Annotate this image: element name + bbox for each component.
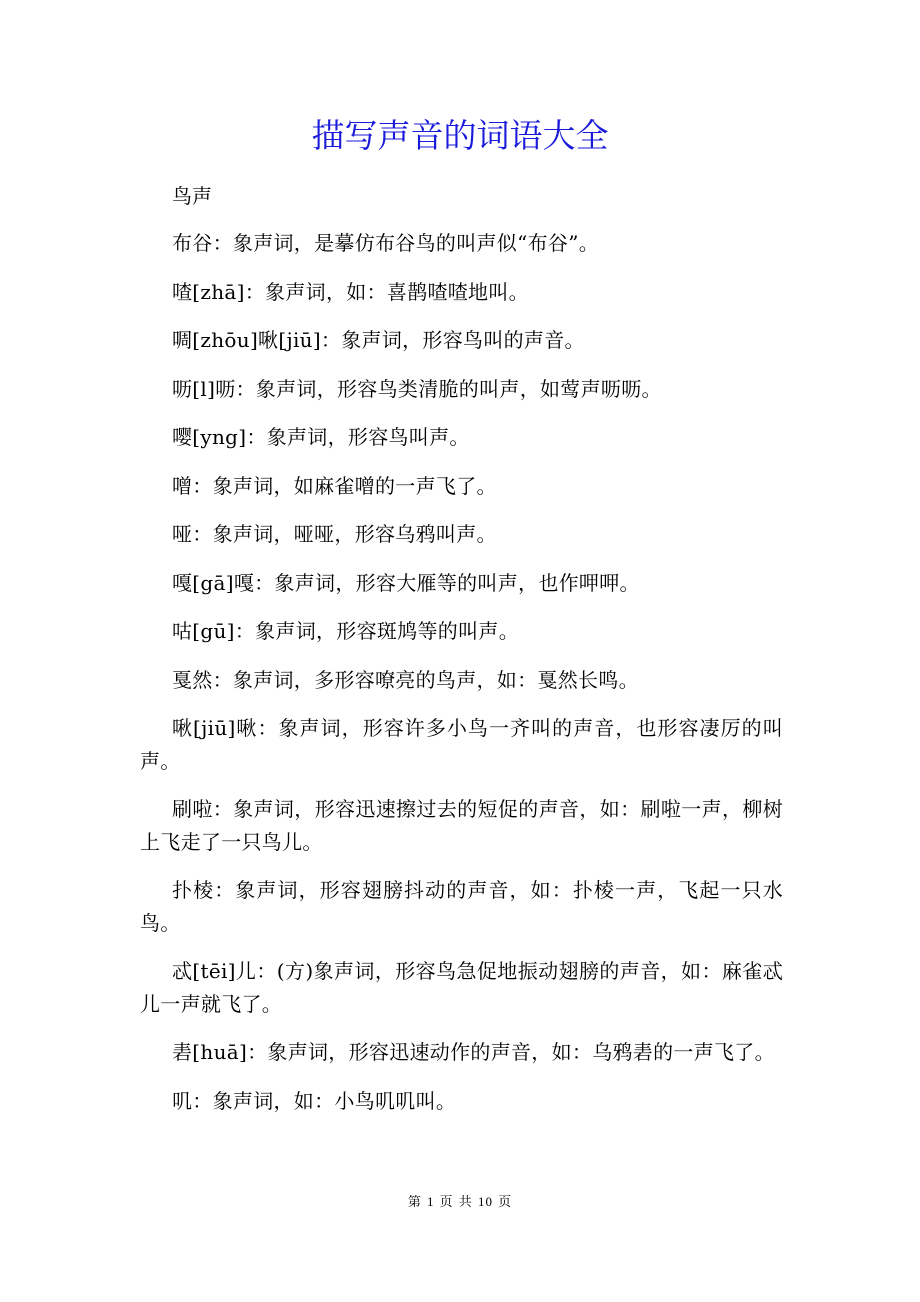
- entry-item: 噌：象声词，如麻雀噌的一声飞了。: [172, 473, 497, 498]
- entry-item: 呖[l]呖：象声词，形容鸟类清脆的叫声，如莺声呖呖。: [172, 376, 662, 401]
- entry-item: 戛然：象声词，多形容嘹亮的鸟声，如：戛然长鸣。: [172, 667, 639, 692]
- footer-suffix: 页: [498, 1195, 513, 1210]
- entry-item: 哑：象声词，哑哑，形容乌鸦叫声。: [172, 522, 497, 546]
- entry-item: 嘤[yng]：象声词，形容鸟叫声。: [172, 425, 470, 449]
- entry-item: 刷啦：象声词，形容迅速擦过去的短促的声音，如：刷啦一声，柳树上飞走了一只鸟儿。: [140, 797, 783, 854]
- entry-item: 扑棱：象声词，形容翅膀抖动的声音，如：扑棱一声，飞起一只水鸟。: [140, 878, 783, 935]
- footer-current-page: 1: [427, 1194, 435, 1209]
- document-title: 描写声音的词语大全: [311, 116, 609, 155]
- section-heading: 鸟声: [172, 184, 212, 208]
- entry-item: 啁[zhōu]啾[jiū]：象声词，形容鸟叫的声音。: [172, 328, 585, 352]
- entry-item: 忒[tēi]儿：(方)象声词，形容鸟急促地振动翅膀的声音，如：麻雀忒儿一声就飞了。: [140, 959, 783, 1016]
- entry-item: 叽：象声词，如：小鸟叽叽叫。: [172, 1088, 457, 1113]
- entry-item: 啾[jiū]啾：象声词，形容许多小鸟一齐叫的声音，也形容凄厉的叫声。: [140, 716, 783, 773]
- entry-item: 布谷：象声词，是摹仿布谷鸟的叫声似“布谷”。: [172, 231, 600, 255]
- entry-item: 砉[huā]：象声词，形容迅速动作的声音，如：乌鸦砉的一声飞了。: [172, 1040, 775, 1064]
- entry-item: 喳[zhā]：象声词，如：喜鹊喳喳地叫。: [172, 279, 529, 304]
- footer-total-pages: 10: [477, 1194, 493, 1209]
- page-footer: [0, 1192, 920, 1213]
- entry-item: 咕[gū]：象声词，形容斑鸠等的叫声。: [172, 619, 519, 643]
- entry-list: [140, 227, 783, 1133]
- entry-item: 嘎[gā]嘎：象声词，形容大雁等的叫声，也作呷呷。: [172, 570, 640, 595]
- footer-prefix: 第: [407, 1195, 422, 1210]
- footer-middle: 页 共: [439, 1195, 473, 1210]
